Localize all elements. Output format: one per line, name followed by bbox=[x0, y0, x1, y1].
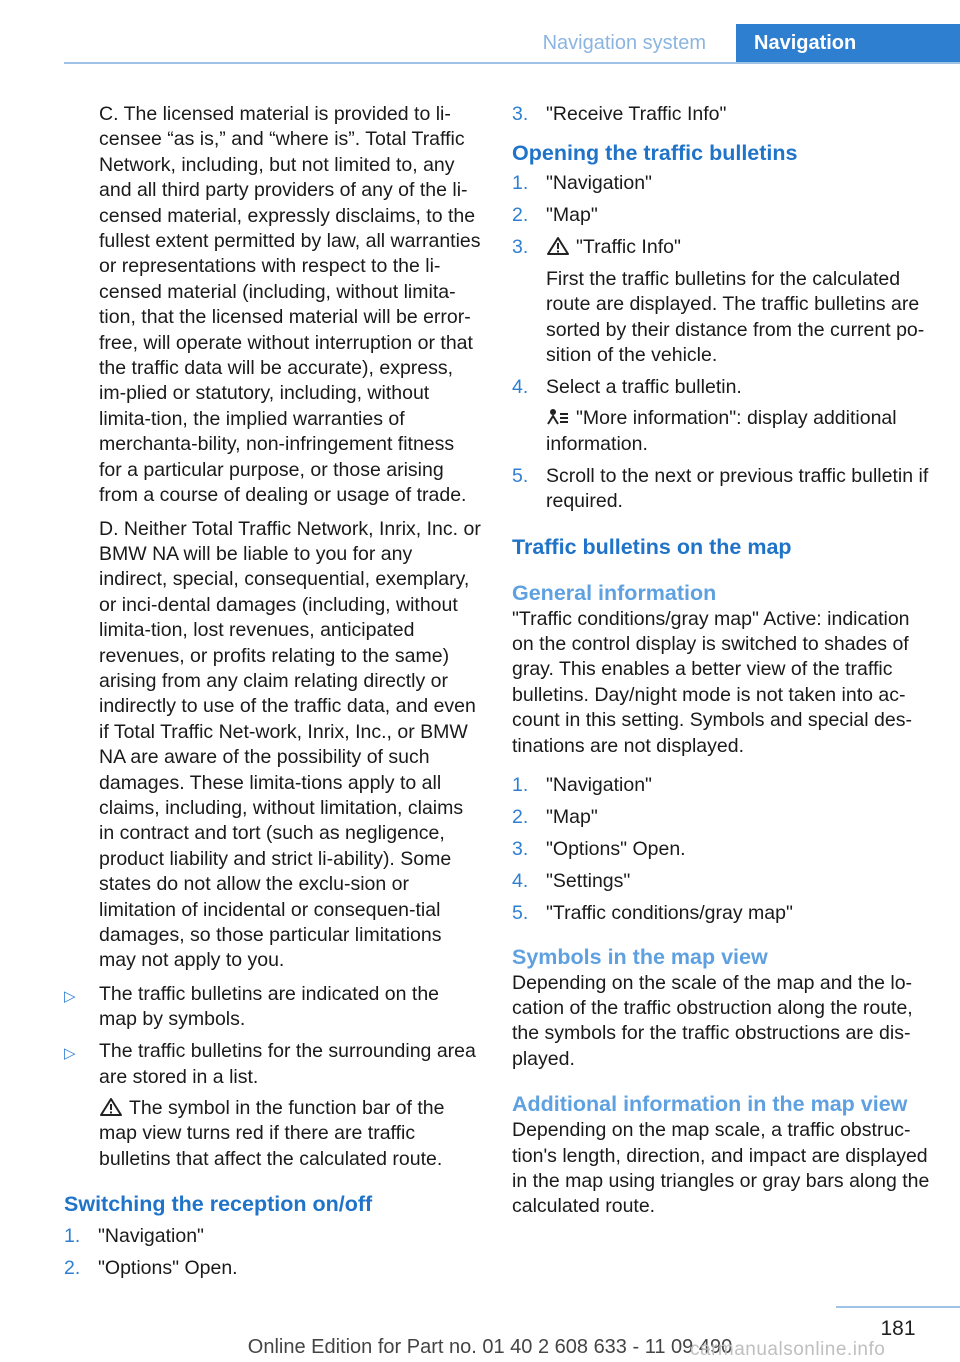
left-column bbox=[64, 102, 482, 1288]
step-number: 3. bbox=[512, 236, 529, 259]
step-number: 2. bbox=[64, 1257, 81, 1280]
step-number: 1. bbox=[512, 172, 529, 195]
bullet-subtext bbox=[64, 1096, 482, 1172]
warning-triangle-icon bbox=[99, 1097, 123, 1117]
bullet-text: The traffic bulletins are indicated on the map by symbols. bbox=[99, 982, 440, 1031]
step-text: "Navigation" bbox=[98, 1225, 204, 1248]
symbols-text: Depending on the scale of the map and the lo-cation of the traffic obstruction along the route, the symbols for the traffic obstructions are dis-played. bbox=[512, 971, 913, 1070]
license-para-c: C. The licensed material is provided to li-censee “as is,” and “where is”. Total Traffic Network, including, but not limited to, any and all third party providers of any of the li-censed material, expressly disclaims, to the fullest extent permitted by law, all warranties or representations with respect to the li-censed material (including, without limita-tion, that the licensed material will be error-free, will operate without interruption or that the traffic data will be accurate), express, im-plied or statutory, including, without limita-tion, the implied warranties of merchanta-bility, non-infringement fitness for a particular purpose, or those arising from a course of dealing or usage of trade. bbox=[99, 103, 481, 507]
step-item bbox=[512, 171, 930, 196]
step-item bbox=[512, 805, 930, 830]
warning-triangle-icon bbox=[546, 236, 570, 256]
header-rule bbox=[64, 62, 960, 64]
step-number: 2. bbox=[512, 204, 529, 227]
step-text: "Traffic conditions/gray map" bbox=[546, 902, 793, 925]
heading-symbols-map-view: Symbols in the map view bbox=[512, 944, 768, 969]
page-number: 181 bbox=[880, 1317, 916, 1340]
step-number: 3. bbox=[512, 838, 529, 861]
step-text: "Navigation" bbox=[546, 172, 652, 195]
step-text: Scroll to the next or previous traffic bulletin if required. bbox=[546, 464, 929, 513]
step-subtext: "More information": display additional information. bbox=[546, 407, 897, 455]
step-number: 1. bbox=[512, 774, 529, 797]
edition-footer: Online Edition for Part no. 01 40 2 608 633 - 11 09 490 bbox=[247, 1336, 733, 1358]
bullet-arrow-icon: ▷ bbox=[64, 1045, 76, 1063]
step-item bbox=[512, 869, 930, 894]
heading-general-information: General information bbox=[512, 580, 717, 605]
step-subtext: First the traffic bulletins for the calculated route are displayed. The traffic bulletins are sorted by their distance from the current po-sition of the vehicle. bbox=[546, 267, 925, 367]
step-text: "Receive Traffic Info" bbox=[546, 103, 727, 125]
step-number: 4. bbox=[512, 376, 529, 399]
step-item bbox=[512, 102, 930, 127]
step-item bbox=[512, 837, 930, 862]
heading-bulletins-on-map: Traffic bulletins on the map bbox=[512, 534, 792, 559]
step-number: 2. bbox=[512, 806, 529, 829]
heading-additional-information: Additional information in the map view bbox=[512, 1092, 908, 1117]
step-text-group bbox=[546, 375, 930, 457]
license-para-d: D. Neither Total Traffic Network, Inrix, Inc. or BMW NA will be liable to you for any indirect, special, consequential, exemplary, or inci-dental damages (including, without limita-tion, lost revenues, anticipated revenues, or profits relating to the same) arising from any claim relating directly or indirectly to use of the traffic data, and even if Total Traffic Net-work, Inrix, Inc., or BMW NA are aware of the possibility of such damages. These limita-tions apply to all claims, including, without limitation, claims in contract and tort (such as negligence, product liability and strict li-ability). Some states do not allow the exclu-sion or limitation of incidental or consequen-tial damages, so those particular limitations may not apply to you. bbox=[99, 517, 481, 972]
step-item bbox=[64, 1224, 482, 1249]
step-text: "Map" bbox=[546, 204, 598, 227]
step-text-group bbox=[546, 235, 930, 368]
page-number-rule bbox=[836, 1306, 960, 1308]
heading-opening-bulletins: Opening the traffic bulletins bbox=[512, 141, 798, 166]
step-text: "Map" bbox=[546, 806, 598, 829]
right-column bbox=[512, 102, 930, 1228]
bullet-arrow-icon: ▷ bbox=[64, 987, 76, 1005]
more-information-icon bbox=[546, 407, 570, 427]
bullet-text: The traffic bulletins for the surrounding area are stored in a list. bbox=[99, 1040, 476, 1088]
step-number: 4. bbox=[512, 870, 529, 893]
general-information-text: "Traffic conditions/gray map" Active: indication on the control display is switched to shades of gray. This enables a better view of the traffic bulletins. Day/night mode is not taken into ac-count in this setting. Symbols and special des-tinations are not displayed. bbox=[512, 607, 912, 757]
step-subtext-line bbox=[546, 406, 930, 457]
step-text: "Settings" bbox=[546, 870, 631, 893]
step-item bbox=[512, 464, 930, 515]
step-item bbox=[512, 375, 930, 457]
step-item bbox=[512, 773, 930, 798]
step-text: Select a traffic bulletin. bbox=[546, 376, 742, 399]
page-header bbox=[0, 0, 960, 62]
step-number: 5. bbox=[512, 464, 529, 487]
step-item bbox=[64, 1256, 482, 1281]
step-text: "Navigation" bbox=[546, 774, 652, 797]
chapter-tab: Navigation bbox=[736, 24, 960, 64]
step-number: 3. bbox=[512, 103, 529, 125]
additional-information-text: Depending on the map scale, a traffic obstruc-tion's length, direction, and impact are displayed in the map using triangles or gray bars along the calculated route. bbox=[512, 1119, 930, 1218]
step-text: "Options" Open. bbox=[98, 1257, 238, 1280]
bullet-item bbox=[64, 982, 482, 1033]
step-number: 5. bbox=[512, 902, 529, 925]
step-item bbox=[512, 235, 930, 368]
watermark: carmanualsonline.info bbox=[690, 1339, 886, 1360]
heading-switching-reception: Switching the reception on/off bbox=[64, 1192, 373, 1217]
bullet-item bbox=[64, 1039, 482, 1090]
bullet-subtext-body: The symbol in the function bar of the map view turns red if there are traffic bulletins that affect the calculated route. bbox=[99, 1097, 445, 1170]
step-text: "Options" Open. bbox=[546, 838, 686, 861]
step-number: 1. bbox=[64, 1225, 81, 1248]
section-title: Navigation system bbox=[542, 32, 706, 54]
step-text: "Traffic Info" bbox=[576, 236, 681, 259]
step-item bbox=[512, 901, 930, 926]
step-item bbox=[512, 203, 930, 228]
